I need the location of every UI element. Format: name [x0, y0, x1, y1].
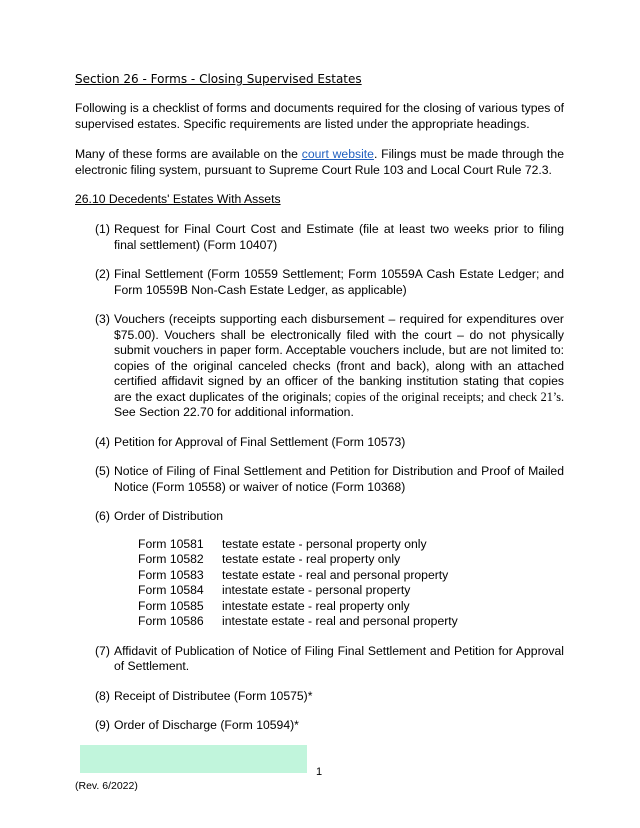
highlight-box: [80, 745, 307, 773]
form-description: testate estate - real and personal property: [222, 567, 449, 582]
intro-text-before-link: Many of these forms are available on the: [75, 147, 302, 161]
intro-text-after-link: . Filings must be made through the electronic filing system, pursuant to Supreme Court Rule 103 and Local Court Rule 72.3.: [75, 147, 564, 177]
checklist-item: [75, 435, 564, 451]
item-text: Order of Discharge (Form 10594)*: [114, 718, 299, 732]
court-website-link[interactable]: court website: [301, 147, 374, 161]
table-row: [138, 614, 458, 630]
item-text: Final Settlement (Form 10559 Settlement; Form 10559A Cash Estate Ledger; and Form 10559B Non-Cash Estate Ledger, as applicable): [114, 267, 564, 297]
checklist-item: [75, 464, 564, 495]
item-text: Order of Distribution: [114, 509, 224, 523]
form-number: Form 10582: [138, 552, 204, 566]
form-number: Form 10586: [138, 614, 204, 628]
checklist-item: [75, 312, 564, 421]
item-number: (3): [95, 312, 110, 326]
checklist-item: [75, 689, 564, 705]
item-text-serif: copies of the original receipts; and check 21’s.: [331, 389, 564, 404]
table-row: [138, 568, 458, 584]
intro-paragraph-1: Following is a checklist of forms and documents required for the closing of various types of supervised estates. Specific requirements are listed under the appropriate headings.: [75, 101, 564, 131]
item-number: (5): [95, 464, 110, 478]
table-row: [138, 552, 458, 568]
form-description: testate estate - personal property only: [222, 536, 427, 551]
item-text: Vouchers (receipts supporting each disbursement – required for expenditures over $75.00). Vouchers shall be electronically filed with the court – do not physically submit vouchers in paper form. Acceptable vouchers include, but are not limited to: copies of the original canceled checks (front and back), along with an attached certified affidavit signed by an officer of the banking institution stating that copies are the exact duplicates of the originals;: [114, 312, 564, 404]
checklist-item: [75, 267, 564, 298]
item-text: Notice of Filing of Final Settlement and Petition for Distribution and Proof of Mailed Notice (Form 10558) or waiver of notice (Form 10368): [114, 464, 564, 494]
intro-paragraph-2: [75, 146, 564, 178]
form-description: intestate estate - personal property: [222, 583, 411, 597]
item-number: (7): [95, 643, 110, 658]
item-text: Request for Final Court Cost and Estimate (file at least two weeks prior to filing final settlement) (Form 10407): [114, 222, 564, 252]
form-number: Form 10581: [138, 536, 204, 551]
checklist-item: [75, 509, 564, 630]
revision-date: (Rev. 6/2022): [75, 780, 138, 792]
checklist-item: [75, 222, 564, 253]
item-number: (9): [95, 718, 110, 732]
item-number: (4): [95, 434, 110, 449]
subsection-heading: 26.10 Decedents' Estates With Assets: [75, 192, 281, 206]
item-text: Receipt of Distributee (Form 10575)*: [114, 688, 313, 703]
form-description: testate estate - real property only: [222, 552, 401, 566]
item-text-tail: See Section 22.70 for additional information.: [114, 405, 354, 419]
item-text: Petition for Approval of Final Settlement (Form 10573): [114, 434, 406, 449]
checklist-item: [75, 644, 564, 675]
document-page: [75, 72, 564, 748]
page-number: 1: [316, 766, 323, 778]
form-description: intestate estate - real and personal property: [222, 614, 458, 628]
checklist-item: [75, 718, 564, 734]
table-row: [138, 583, 458, 599]
table-row: [138, 599, 458, 615]
checklist: [75, 222, 564, 734]
form-number: Form 10585: [138, 598, 204, 613]
form-number: Form 10584: [138, 583, 204, 597]
item-number: (2): [95, 267, 110, 281]
item-number: (8): [95, 688, 110, 703]
item-number: (1): [95, 222, 110, 236]
table-row: [138, 537, 458, 553]
distribution-forms-table: [138, 537, 458, 630]
form-description: intestate estate - real property only: [222, 598, 410, 613]
form-number: Form 10583: [138, 567, 204, 582]
item-text: Affidavit of Publication of Notice of Filing Final Settlement and Petition for Approval of Settlement.: [114, 643, 564, 673]
item-number: (6): [95, 509, 110, 523]
section-title: Section 26 - Forms - Closing Supervised Estates: [75, 72, 362, 86]
